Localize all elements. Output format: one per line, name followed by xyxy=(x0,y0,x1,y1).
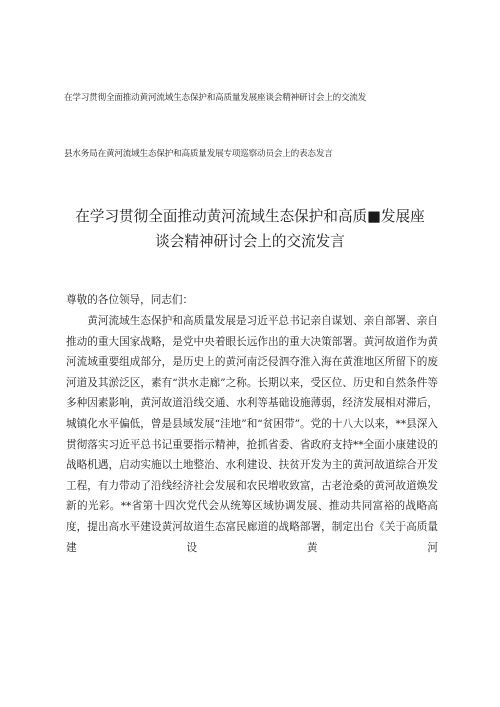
toc-entry-1[interactable]: 在学习贯彻全面推动黄河流域生态保护和高质量发展座谈会精神研讨会上的交流发 xyxy=(64,93,367,103)
body-paragraph: 黄河流域生态保护和高质量发展是习近平总书记亲自谋划、亲自部署、亲自推动的重大国家战略，是党中央着眼长远作出的重大决策部署。黄河故道作为黄河流域重要组成部分，是历史上的黄河南泛侵泗夺淮入海在黄淮地区所留下的废河道及其淤泛区，素有“洪水走廊”之称。长期以来，受区位、历史和自然条件等多种因素影响，黄河故道沿线交通、水利等基础设施薄弱，经济发展相对滞后，城镇化水平偏低，曾是县域发展“洼地”和“贫困带”。党的十八大以来，**县深入贯彻落实习近平总书记重要指示精神，抢抓省委、省政府支持**全面小康建设的战略机遇，启动实施以土地整治、水利建设、扶贫开发为主的黄河故道综合开发工程，有力带动了沿线经济社会发展和农民增收致富，古老沧桑的黄河故道焕发新的光彩。**省第十四次党代会从统筹区域协调发展、推动共同富裕的战略高度，提出高水平建设黄河故道生态富民廊道的战略部署，制定出台《关于高质量建设黄河 xyxy=(66,315,438,554)
document-title-line-1: 在学习贯彻全面推动黄河流域生态保护和高质■发展座 xyxy=(75,208,425,225)
document-title-line-2: 谈会精神研讨会上的交流发言 xyxy=(155,233,345,250)
toc-entry-2[interactable]: 县水务局在黄河流域生态保护和高质量发展专项巡察动员会上的表态发言 xyxy=(64,149,333,159)
greeting: 尊敬的各位领导，同志们： xyxy=(66,294,194,306)
